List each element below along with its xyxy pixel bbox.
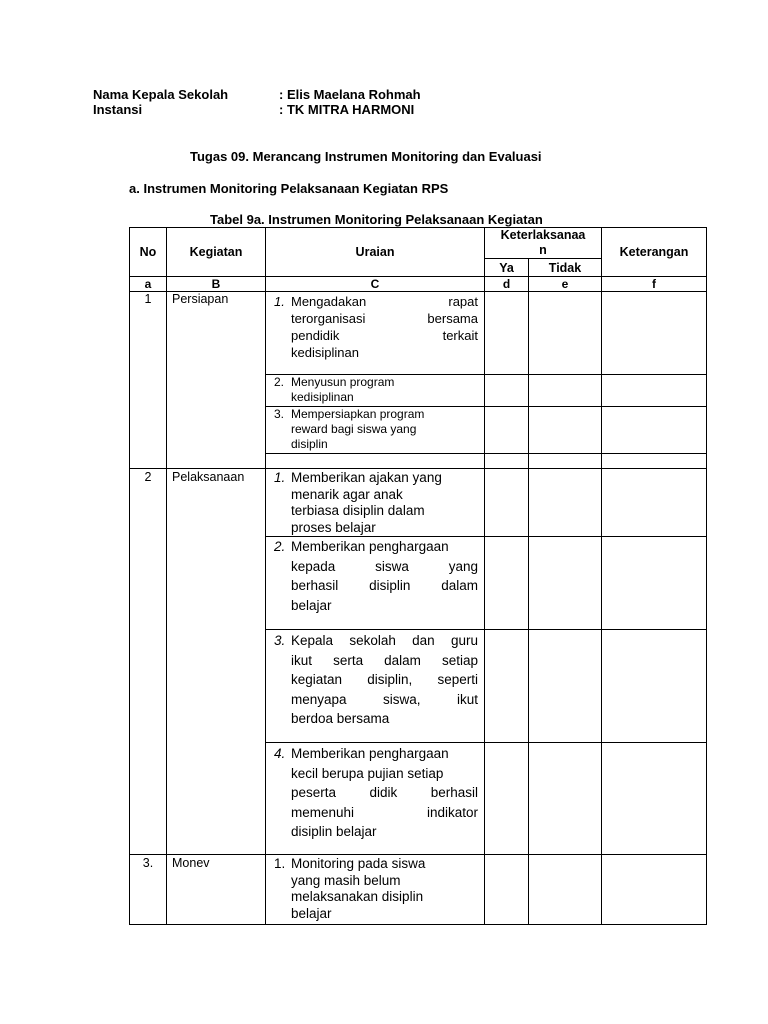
kepala-sekolah-label: Nama Kepala Sekolah [93, 87, 229, 102]
item-line: Menyusun program [291, 375, 395, 389]
item-line: menyapa siswa, ikut [291, 691, 478, 707]
table-caption: Tabel 9a. Instrumen Monitoring Pelaksanaan Kegiatan [210, 212, 543, 227]
item-line: Memberikan penghargaan [291, 539, 449, 554]
letter-b: B [167, 277, 266, 292]
uraian-item [266, 469, 485, 537]
instansi-value: : TK MITRA HARMONI [279, 102, 415, 117]
item-line: kedisiplinan [291, 390, 354, 404]
monitoring-table [129, 227, 707, 925]
letter-a: a [130, 277, 167, 292]
cell-keterangan [602, 292, 707, 375]
item-number: 1. [274, 856, 286, 871]
item-line: belajar [291, 597, 332, 613]
document-title: Tugas 09. Merancang Instrumen Monitoring dan Evaluasi [190, 149, 542, 164]
uraian-item [266, 292, 485, 375]
cell-ya [485, 743, 529, 855]
item-line: proses belajar [291, 519, 376, 535]
cell-keterangan [602, 537, 707, 630]
item-line: Memberikan penghargaan [291, 746, 449, 761]
item-line: kegiatan disiplin, seperti [291, 672, 478, 687]
cell-keterangan [602, 855, 707, 925]
item-line: berhasil disiplin dalam [291, 578, 478, 593]
item-line: yang masih belum [291, 872, 401, 888]
cell-tidak [529, 743, 602, 855]
item-number: 2. [274, 375, 285, 389]
empty-uraian-cell [266, 454, 485, 469]
item-line: belajar [291, 905, 332, 921]
item-line: kepada siswa yang [291, 558, 478, 574]
item-line: memenuhi indikator [291, 804, 478, 820]
uraian-item [266, 630, 485, 743]
cell-tidak [529, 454, 602, 469]
cell-ya [485, 454, 529, 469]
item-line: menarik agar anak [291, 486, 403, 502]
item-line: disiplin [291, 437, 328, 451]
cell-keterangan [602, 375, 707, 407]
cell-tidak [529, 469, 602, 537]
cell-ya [485, 292, 529, 375]
cell-ya [485, 630, 529, 743]
cell-keterangan [602, 743, 707, 855]
cell-keterangan [602, 454, 707, 469]
item-line: disiplin belajar [291, 824, 377, 839]
row-kegiatan: Monev [167, 855, 266, 925]
cell-keterangan [602, 469, 707, 537]
header-keterlaksanaan-line1: Keterlaksanaa [500, 228, 586, 242]
item-line: berdoa bersama [291, 711, 390, 726]
row-kegiatan: Persiapan [167, 292, 266, 469]
header-tidak: Tidak [529, 259, 602, 277]
table-row [130, 469, 707, 537]
row-no: 2 [130, 469, 167, 855]
item-line: peserta didik berhasil [291, 785, 478, 800]
item-line: terbiasa disiplin dalam [291, 503, 425, 518]
table-row [130, 292, 707, 375]
cell-tidak [529, 375, 602, 407]
item-line: reward bagi siswa yang [291, 422, 417, 436]
row-kegiatan: Pelaksanaan [167, 469, 266, 855]
header-uraian: Uraian [266, 228, 485, 277]
cell-ya [485, 855, 529, 925]
letter-f: f [602, 277, 707, 292]
uraian-item [266, 537, 485, 630]
item-line: Monitoring pada siswa [291, 856, 426, 871]
item-line: Memberikan ajakan yang [291, 470, 442, 485]
item-number: 1. [274, 470, 286, 485]
cell-tidak [529, 537, 602, 630]
kepala-sekolah-value: : Elis Maelana Rohmah [279, 87, 421, 102]
cell-keterangan [602, 630, 707, 743]
cell-ya [485, 407, 529, 454]
letter-d: d [485, 277, 529, 292]
item-number: 3. [274, 407, 285, 421]
cell-keterangan [602, 407, 707, 454]
row-no: 1 [130, 292, 167, 469]
table-row [130, 855, 707, 925]
uraian-item [266, 375, 485, 407]
cell-ya [485, 469, 529, 537]
item-number: 3. [274, 633, 286, 648]
cell-tidak [529, 407, 602, 454]
header-no: No [130, 228, 167, 277]
header-keterlaksanaan [485, 228, 602, 259]
cell-ya [485, 537, 529, 630]
section-heading: a. Instrumen Monitoring Pelaksanaan Kegiatan RPS [129, 181, 449, 196]
item-number: 1. [274, 294, 285, 309]
item-line: kedisiplinan [291, 345, 359, 360]
item-line: pendidik terkait [291, 328, 478, 343]
instansi-label: Instansi [93, 102, 143, 117]
uraian-item [266, 855, 485, 925]
header-kegiatan: Kegiatan [167, 228, 266, 277]
item-line: ikut serta dalam setiap [291, 652, 478, 668]
cell-tidak [529, 630, 602, 743]
item-line: Mengadakan rapat [291, 294, 478, 309]
item-line: Kepala sekolah dan guru [291, 633, 478, 648]
uraian-item [266, 407, 485, 454]
item-number: 4. [274, 746, 286, 761]
cell-ya [485, 375, 529, 407]
item-number: 2. [274, 539, 286, 554]
item-line: terorganisasi bersama [291, 311, 478, 326]
header-keterlaksanaan-line2: n [539, 243, 547, 257]
cell-tidak [529, 292, 602, 375]
item-line: kecil berupa pujian setiap [291, 765, 444, 781]
header-ya: Ya [485, 259, 529, 277]
item-line: melaksanakan disiplin [291, 889, 424, 904]
letter-c: C [266, 277, 485, 292]
header-keterangan: Keterangan [602, 228, 707, 277]
uraian-item [266, 743, 485, 855]
cell-tidak [529, 855, 602, 925]
letter-e: e [529, 277, 602, 292]
item-line: Mempersiapkan program [291, 407, 425, 421]
row-no: 3. [130, 855, 167, 925]
